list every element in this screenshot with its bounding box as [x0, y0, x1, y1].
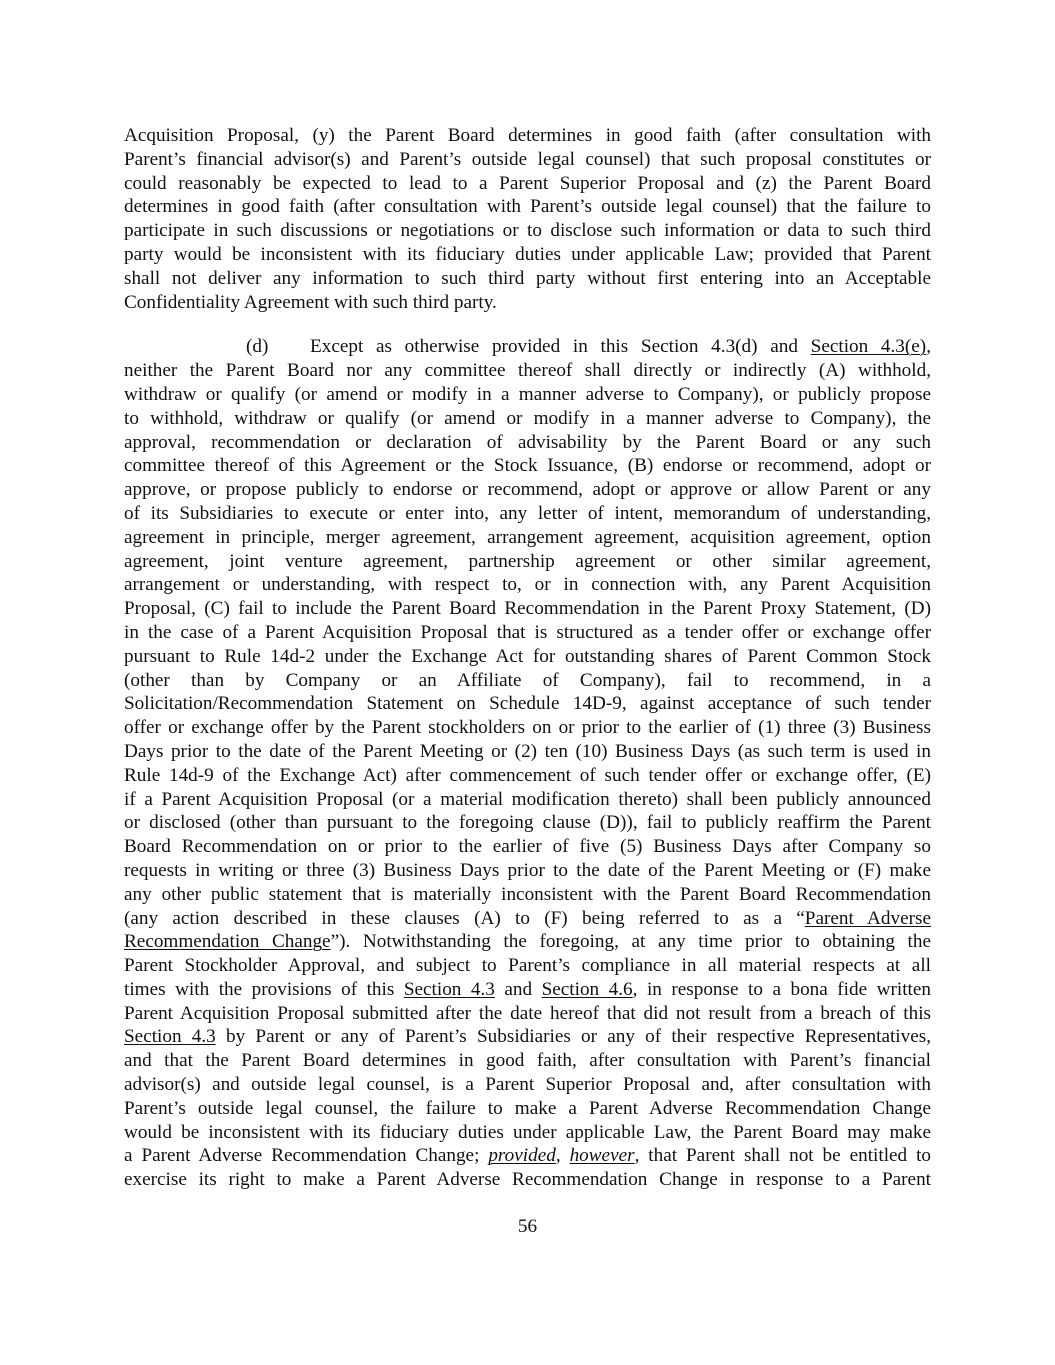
text-line: requests in writing or three (3) Business Days prior to the date of the Parent Meeting or (F) make: [124, 859, 931, 881]
proviso-term: provided: [488, 1145, 556, 1167]
text-line: withdraw or qualify (or amend or modify in a manner adverse to Company), or publicly propose: [124, 383, 931, 405]
text-line: participate in such discussions or negotiations or to disclose such information or data to such third: [124, 220, 931, 242]
text-line: (other than by Company or an Affiliate of Company), fail to recommend, in a: [124, 669, 931, 691]
text-line: Rule 14d-9 of the Exchange Act) after commencement of such tender offer or exchange offer, (E): [124, 764, 931, 786]
text-line: determines in good faith (after consultation with Parent’s outside legal counsel) that the failure to: [124, 196, 931, 218]
text-line: any other public statement that is materially inconsistent with the Parent Board Recommendation: [124, 883, 931, 905]
text-line: and that the Parent Board determines in good faith, after consultation with Parent’s financial: [124, 1050, 931, 1072]
text-line: of its Subsidiaries to execute or enter into, any letter of intent, memorandum of understanding,: [124, 502, 931, 524]
document-page: [124, 124, 931, 1192]
text-line: could reasonably be expected to lead to a Parent Superior Proposal and (z) the Parent Board: [124, 172, 931, 194]
text-line: advisor(s) and outside legal counsel, is a Parent Superior Proposal and, after consultation with: [124, 1074, 931, 1096]
defined-term: Recommendation Change: [124, 931, 331, 953]
defined-term-line: [124, 907, 931, 931]
text-segment: ”). Notwithstanding the foregoing, at any time prior to obtaining the: [330, 931, 931, 953]
text-line: Parent Acquisition Proposal submitted after the date hereof that did not result from a breach of this: [124, 1002, 931, 1024]
text-line: agreement, joint venture agreement, partnership agreement or other similar agreement,: [124, 550, 931, 572]
text-segment: times with the provisions of this: [124, 978, 404, 1000]
text-line: agreement in principle, merger agreement, arrangement agreement, acquisition agreement, option: [124, 526, 931, 548]
defined-term: Parent Adverse: [804, 907, 931, 929]
defined-term-line-continued: [124, 930, 931, 954]
text-line: committee thereof of this Agreement or the Stock Issuance, (B) endorse or recommend, adopt or: [124, 455, 931, 477]
text-segment: , that Parent shall not be entitled to: [634, 1145, 931, 1167]
text-line: or disclosed (other than pursuant to the foregoing clause (D)), fail to publicly reaffirm the Parent: [124, 812, 931, 834]
text-line: Parent Stockholder Approval, and subject to Parent’s compliance in all material respects at all: [124, 955, 931, 977]
paragraph-label: (d): [246, 336, 269, 358]
section-reference-line: [124, 1025, 931, 1049]
paragraph-spacer: [124, 314, 931, 335]
text-line: pursuant to Rule 14d-2 under the Exchange Act for outstanding shares of Parent Common Stock: [124, 645, 931, 667]
text-segment: and: [494, 978, 542, 1000]
text-line: approve, or propose publicly to endorse or recommend, adopt or approve or allow Parent or any: [124, 479, 931, 501]
text-segment: by Parent or any of Parent’s Subsidiaries or any of their respective Representatives,: [215, 1026, 931, 1048]
text-segment: Except as otherwise provided in this Section 4.3(d) and: [310, 336, 811, 358]
section-reference-link[interactable]: Section 4.3: [403, 978, 495, 1000]
page-number: 56: [517, 1216, 538, 1237]
text-line: Days prior to the date of the Parent Meeting or (2) ten (10) Business Days (as such term is used in: [124, 740, 931, 762]
text-line: shall not deliver any information to such third party without first entering into an Acceptable: [124, 267, 931, 289]
text-line: Proposal, (C) fail to include the Parent Board Recommendation in the Parent Proxy Statement, (D): [124, 598, 931, 620]
text-line: party would be inconsistent with its fiduciary duties under applicable Law; provided that Parent: [124, 243, 931, 265]
text-segment: , in response to a bona fide written: [632, 978, 931, 1000]
text-segment: a Parent Adverse Recommendation Change;: [124, 1145, 489, 1167]
proviso-term: however: [569, 1145, 635, 1167]
sections-reference-line: [124, 978, 931, 1002]
text-line: Parent’s financial advisor(s) and Parent’s outside legal counsel) that such proposal constitutes or: [124, 148, 931, 170]
text-line: to withhold, withdraw or qualify (or amend or modify in a manner adverse to Company), the: [124, 407, 931, 429]
text-line: in the case of a Parent Acquisition Proposal that is structured as a tender offer or exchange offer: [124, 621, 931, 643]
paragraph-d: [124, 335, 931, 1192]
section-reference-link[interactable]: Section 4.3(e): [810, 336, 927, 358]
text-line: Parent’s outside legal counsel, the failure to make a Parent Adverse Recommendation Change: [124, 1097, 931, 1119]
text-line: arrangement or understanding, with respect to, or in connection with, any Parent Acquisition: [124, 574, 931, 596]
paragraph-d-first-line: [124, 335, 931, 359]
text-line: offer or exchange offer by the Parent stockholders on or prior to the earlier of (1) three (3) Business: [124, 717, 931, 739]
section-reference-link[interactable]: Section 4.3: [124, 1026, 216, 1048]
text-line: neither the Parent Board nor any committee thereof shall directly or indirectly (A) withhold,: [124, 360, 931, 382]
text-segment: ,: [555, 1145, 570, 1167]
text-line: Acquisition Proposal, (y) the Parent Board determines in good faith (after consultation with: [124, 125, 931, 146]
section-reference-link[interactable]: Section 4.6: [541, 978, 633, 1000]
text-line: Board Recommendation on or prior to the earlier of five (5) Business Days after Company so: [124, 836, 931, 858]
text-line: Confidentiality Agreement with such third party.: [124, 291, 497, 313]
text-segment: (any action described in these clauses (A) to (F) being referred to as a “: [124, 907, 805, 929]
text-line: Solicitation/Recommendation Statement on Schedule 14D-9, against acceptance of such tender: [124, 693, 931, 715]
text-line: approval, recommendation or declaration of advisability by the Parent Board or any such: [124, 431, 931, 453]
proviso-line: [124, 1144, 931, 1168]
text-line: if a Parent Acquisition Proposal (or a material modification thereto) shall been publicly announced: [124, 788, 931, 810]
text-line: exercise its right to make a Parent Adverse Recommendation Change in response to a Parent: [124, 1169, 931, 1191]
paragraph-c-continuation: [124, 124, 931, 314]
text-segment: ,: [926, 336, 931, 358]
text-line: would be inconsistent with its fiduciary duties under applicable Law, the Parent Board may make: [124, 1121, 931, 1143]
